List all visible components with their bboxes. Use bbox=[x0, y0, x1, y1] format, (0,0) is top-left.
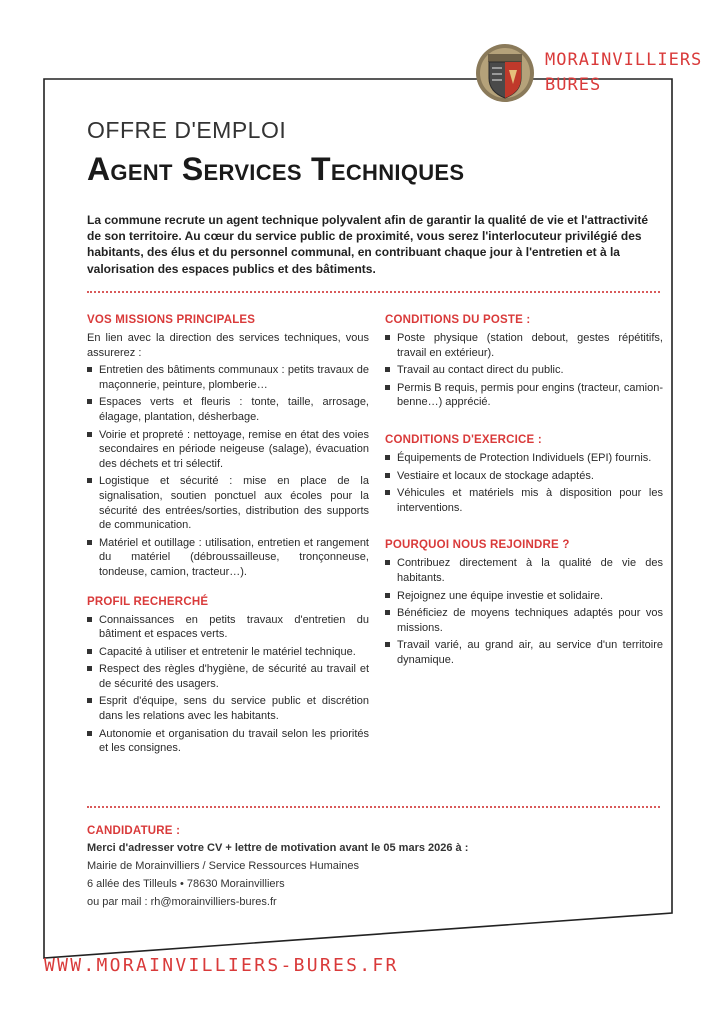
candidature-email: ou par mail : rh@morainvilliers-bures.fr bbox=[87, 896, 277, 908]
pourquoi-list bbox=[385, 556, 663, 667]
left-column bbox=[87, 314, 369, 759]
bullet-icon bbox=[385, 560, 390, 565]
list-item: Espaces verts et fleuris : tonte, taille, arrosage, élagage, plantation, désherbage. bbox=[87, 395, 369, 424]
conditions-exercice-list bbox=[385, 451, 663, 515]
bullet-icon bbox=[385, 610, 390, 615]
bullet-icon bbox=[385, 455, 390, 460]
list-item: Esprit d'équipe, sens du service public et discrétion dans les relations avec les habitants. bbox=[87, 694, 369, 723]
profil-title: PROFIL RECHERCHÉ bbox=[87, 595, 209, 608]
list-item: Permis B requis, permis pour engins (tracteur, camion-benne…) apprécié. bbox=[385, 381, 663, 410]
candidature-section bbox=[87, 825, 661, 911]
list-item: Entretien des bâtiments communaux : petits travaux de maçonnerie, peinture, plomberie… bbox=[87, 363, 369, 392]
missions-title: VOS MISSIONS PRINCIPALES bbox=[87, 314, 256, 326]
list-item: Travail varié, au grand air, au service d'un territoire dynamique. bbox=[385, 638, 663, 667]
bullet-icon bbox=[87, 432, 92, 437]
list-item: Respect des règles d'hygiène, de sécurité au travail et de sécurité des usagers. bbox=[87, 662, 369, 691]
bullet-icon bbox=[385, 385, 390, 390]
bullet-icon bbox=[87, 666, 92, 671]
page-title: Agent Services Techniques bbox=[87, 151, 465, 187]
list-item: Voirie et propreté : nettoyage, remise en état des voies secondaires en période neigeuse (salage), évacuation des déchets et tri sélectif. bbox=[87, 428, 369, 472]
bullet-icon bbox=[87, 540, 92, 545]
list-item: Contribuez directement à la qualité de vie des habitants. bbox=[385, 556, 663, 585]
brand-name bbox=[545, 48, 702, 98]
list-item: Matériel et outillage : utilisation, entretien et rangement du matériel (débroussailleuse, tronçonneuse, tondeuse, camion, tracteur…). bbox=[87, 536, 369, 580]
brand-name-line2: BURES bbox=[545, 75, 602, 95]
conditions-poste-list bbox=[385, 331, 663, 410]
candidature-address: 6 allée des Tilleuls • 78630 Morainvilliers bbox=[87, 878, 285, 890]
bullet-icon bbox=[87, 478, 92, 483]
website-link[interactable]: WWW.MORAINVILLIERS-BURES.FR bbox=[44, 955, 399, 976]
intro-paragraph: La commune recrute un agent technique polyvalent afin de garantir la qualité de vie et l'attractivité de son territoire. Au cœur du service public de proximité, vous serez l'interlocuteur privilégié des habitants, des élus et du personnel communal, en contribuant chaque jour à l'entretien et à la valorisation des espaces publics et des bâtiments. bbox=[87, 213, 648, 276]
bullet-icon bbox=[87, 367, 92, 372]
list-item: Capacité à utiliser et entretenir le matériel technique. bbox=[87, 645, 369, 660]
candidature-instruction: Merci d'adresser votre CV + lettre de motivation avant le 05 mars 2026 à : bbox=[87, 842, 469, 854]
list-item: Poste physique (station debout, gestes répétitifs, travail en extérieur). bbox=[385, 331, 663, 360]
bullet-icon bbox=[385, 490, 390, 495]
bullet-icon bbox=[385, 473, 390, 478]
bullet-icon bbox=[385, 367, 390, 372]
conditions-poste-title: CONDITIONS DU POSTE : bbox=[385, 314, 531, 326]
bullet-icon bbox=[385, 593, 390, 598]
coat-of-arms-icon bbox=[474, 42, 536, 104]
candidature-recipient: Mairie de Morainvilliers / Service Ressources Humaines bbox=[87, 860, 360, 872]
dotted-divider-bottom bbox=[87, 806, 660, 808]
bullet-icon bbox=[87, 617, 92, 622]
list-item: Équipements de Protection Individuels (EPI) fournis. bbox=[385, 451, 663, 466]
profil-list bbox=[87, 613, 369, 756]
bullet-icon bbox=[87, 698, 92, 703]
bullet-icon bbox=[87, 731, 92, 736]
list-item: Vestiaire et locaux de stockage adaptés. bbox=[385, 469, 663, 484]
pourquoi-title: POURQUOI NOUS REJOINDRE ? bbox=[385, 539, 570, 552]
bullet-icon bbox=[87, 399, 92, 404]
deadline: 05 mars 2026 bbox=[383, 842, 453, 854]
bullet-icon bbox=[385, 335, 390, 340]
list-item: Connaissances en petits travaux d'entretien du bâtiment et espaces verts. bbox=[87, 613, 369, 642]
list-item: Travail au contact direct du public. bbox=[385, 363, 663, 378]
list-item: Autonomie et organisation du travail selon les priorités et les consignes. bbox=[87, 727, 369, 756]
list-item: Bénéficiez de moyens techniques adaptés pour vos missions. bbox=[385, 606, 663, 635]
offer-label: OFFRE D'EMPLOI bbox=[87, 117, 287, 143]
bullet-icon bbox=[385, 642, 390, 647]
missions-lead: En lien avec la direction des services techniques, vous assurerez : bbox=[87, 332, 369, 359]
dotted-divider-top bbox=[87, 291, 660, 293]
candidature-title: CANDIDATURE : bbox=[87, 825, 181, 837]
list-item: Véhicules et matériels mis à disposition pour les interventions. bbox=[385, 486, 663, 515]
list-item: Rejoignez une équipe investie et solidaire. bbox=[385, 589, 663, 604]
brand-name-line1: MORAINVILLIERS bbox=[545, 50, 703, 70]
bullet-icon bbox=[87, 649, 92, 654]
missions-list bbox=[87, 363, 369, 579]
conditions-exercice-title: CONDITIONS D'EXERCICE : bbox=[385, 433, 542, 446]
right-column bbox=[385, 314, 663, 671]
list-item: Logistique et sécurité : mise en place de la signalisation, soutien ponctuel aux écoles pour la sécurité des entrées/sorties, distribution des supports de communication. bbox=[87, 474, 369, 532]
